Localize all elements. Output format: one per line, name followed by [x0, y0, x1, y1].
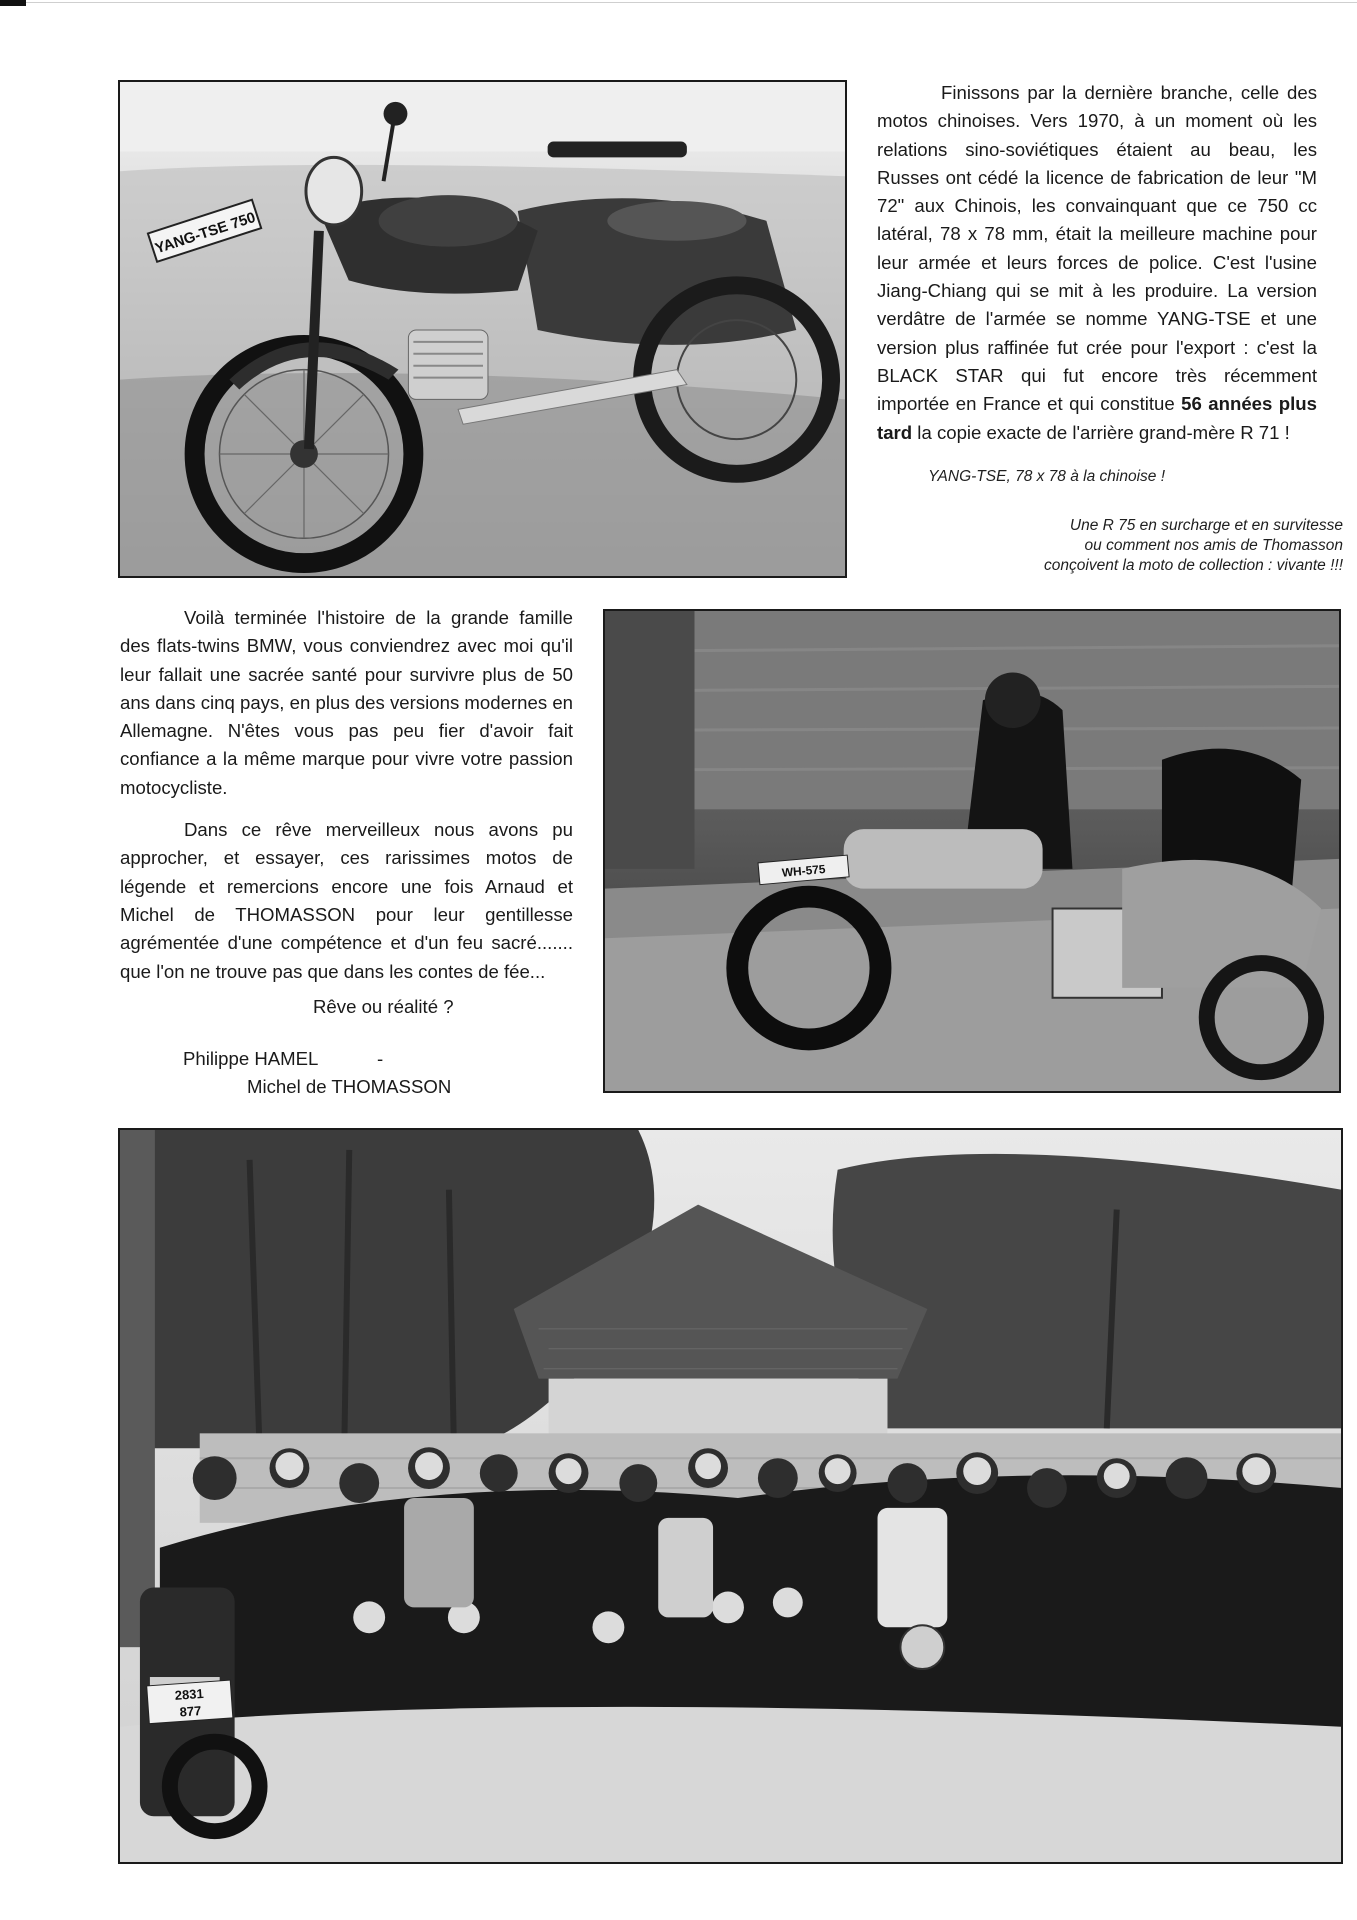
- chinese-motos-bold: 56 années plus tard: [877, 393, 1317, 443]
- r75-riding-photo: [603, 609, 1341, 1093]
- scan-corner-mark: [0, 0, 26, 6]
- yangtse-caption-text: YANG-TSE, 78 x 78 à la chinoise !: [928, 468, 1165, 485]
- closing-question: Rêve ou réalité ?: [313, 996, 454, 1017]
- yangtse-plate-text: YANG-TSE 750: [153, 209, 258, 258]
- conclusion-paragraph-1: Voilà terminée l'histoire de la grande famille des flats-twins BMW, vous conviendrez avec moi qu'il leur fallait une sacrée santé pour survivre plus de 50 ans dans cinq pays, en plus des versions modernes en Allemagne. N'êtes vous pas peu fier d'avoir fait confiance a la même marque pour vivre votre passion motocycliste.: [120, 607, 573, 798]
- chinese-motos-paragraph: [877, 79, 1317, 447]
- signature-author-2: Michel de THOMASSON: [247, 1076, 452, 1097]
- r75-caption-line1: Une R 75 en surcharge et en survitesse: [1069, 517, 1343, 534]
- chinese-motos-text-part2: la copie exacte de l'arrière grand-mère R 71 !: [912, 421, 1290, 443]
- conclusion-paragraph-2: Dans ce rêve merveilleux nous avons pu approcher, et essayer, ces rarissimes motos de légende et remercions encore une fois Arnaud et Michel de THOMASSON pour leur gentillesse agrémentée d'une compétence et d'un feu sacré....... que l'on ne trouve pas que dans les contes de fée...: [120, 819, 573, 982]
- signature-author-1: Philippe HAMEL: [183, 1048, 319, 1069]
- group-plate-text-1: 2831: [174, 1685, 205, 1703]
- r75-plate-text: WH-575: [781, 861, 827, 880]
- chinese-motos-text-part1: Finissons par la dernière branche, celle des motos chinoises. Vers 1970, à un moment où les relations sino-soviétiques étaient au beau, les Russes ont cédé la licence de fabrication de leur "M 72" aux Chinois, les convainquant que ce 750 cc latéral, 78 x 78 mm, était la meilleure machine pour leur armée et leurs forces de police. C'est l'usine Jiang-Chiang qui se mit à les produire. La version verdâtre de l'armée se nomme YANG-TSE et une version plus raffinée fut crée pour l'export : c'est la BLACK STAR qui fut encore très récemment importée en France et qui constitue: [877, 82, 1317, 415]
- r75-caption-line2: ou comment nos amis de Thomasson: [1084, 537, 1343, 554]
- r75-caption-line3: conçoivent la moto de collection : vivante !!!: [1044, 557, 1343, 574]
- signature-separator: -: [377, 1048, 384, 1069]
- yangtse-sidecar-photo: [118, 80, 847, 578]
- r75-caption: [870, 516, 1343, 576]
- yangtse-caption: [870, 467, 1165, 487]
- scan-top-edge: [26, 2, 1357, 3]
- signature-block: [183, 1045, 483, 1105]
- group-plate-text-2: 877: [179, 1703, 202, 1720]
- group-photo: [118, 1128, 1343, 1864]
- conclusion-text: [120, 604, 573, 986]
